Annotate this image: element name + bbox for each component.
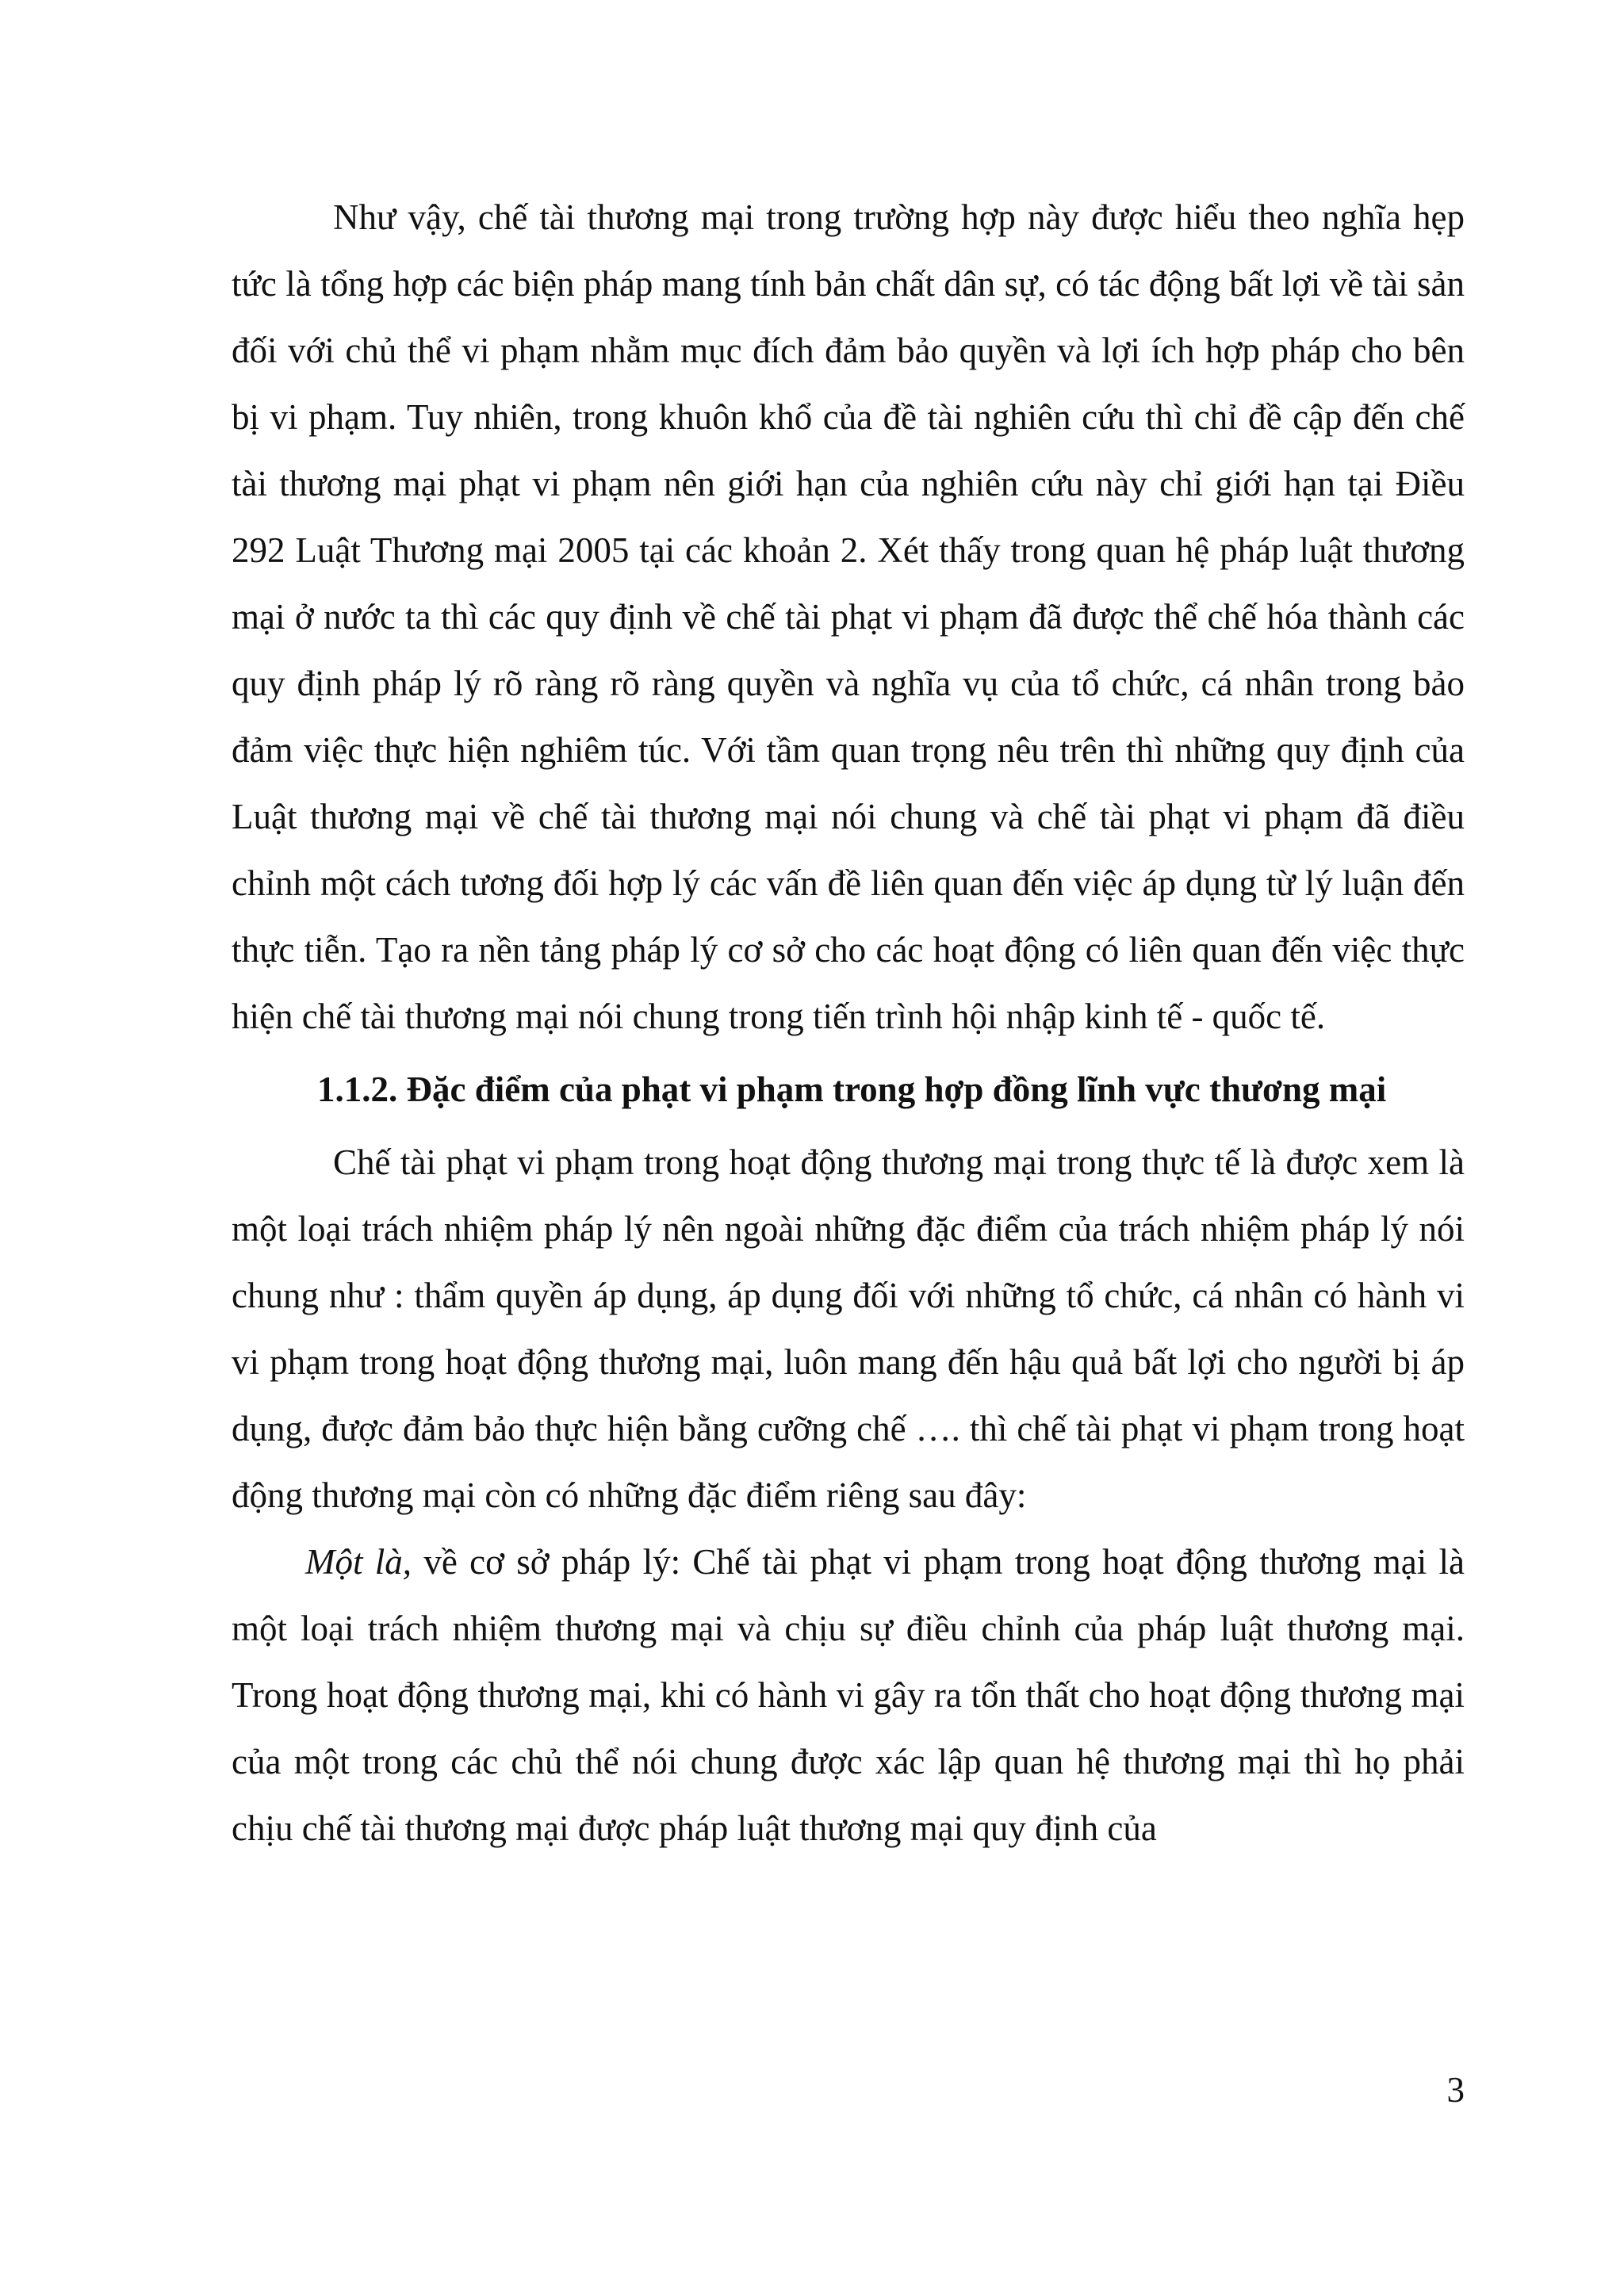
section-heading: 1.1.2. Đặc điểm của phạt vi phạm trong hợp đồng lĩnh vực thương mại <box>317 1070 1387 1109</box>
paragraph-2: Chế tài phạt vi phạm trong hoạt động thương mại trong thực tế là được xem là một loại trách nhiệm pháp lý nên ngoài những đặc điểm của trách nhiệm pháp lý nói chung như : thẩm quyền áp dụng, áp dụng đối với những tổ chức, cá nhân có hành vi vi phạm trong hoạt động thương mại, luôn mang đến hậu quả bất lợi cho người bị áp dụng, được đảm bảo thực hiện bằng cưỡng chế …. thì chế tài phạt vi phạm trong hoạt động thương mại còn có những đặc điểm riêng sau đây: <box>232 1142 1465 1515</box>
paragraph-3-lead: Một là, <box>305 1542 412 1582</box>
document-page <box>232 184 1465 1862</box>
paragraph-3-body: về cơ sở pháp lý: Chế tài phạt vi phạm trong hoạt động thương mại là một loại trách nhiệm thương mại và chịu sự điều chỉnh của pháp luật thương mại. Trong hoạt động thương mại, khi có hành vi gây ra tổn thất cho hoạt động thương mại của một trong các chủ thể nói chung được xác lập quan hệ thương mại thì họ phải chịu chế tài thương mại được pháp luật thương mại quy định của <box>232 1542 1465 1848</box>
page-number: 3 <box>1446 2070 1465 2110</box>
paragraph-1: Như vậy, chế tài thương mại trong trường hợp này được hiểu theo nghĩa hẹp tức là tổng hợp các biện pháp mang tính bản chất dân sự, có tác động bất lợi về tài sản đối với chủ thể vi phạm nhằm mục đích đảm bảo quyền và lợi ích hợp pháp cho bên bị vi phạm. Tuy nhiên, trong khuôn khổ của đề tài nghiên cứu thì chỉ đề cập đến chế tài thương mại phạt vi phạm nên giới hạn của nghiên cứu này chỉ giới hạn tại Điều 292 Luật Thương mại 2005 tại các khoản 2. Xét thấy trong quan hệ pháp luật thương mại ở nước ta thì các quy định về chế tài phạt vi phạm đã được thể chế hóa thành các quy định pháp lý rõ ràng rõ ràng quyền và nghĩa vụ của tổ chức, cá nhân trong bảo đảm việc thực hiện nghiêm túc. Với tầm quan trọng nêu trên thì những quy định của Luật thương mại về chế tài thương mại nói chung và chế tài phạt vi phạm đã điều chỉnh một cách tương đối hợp lý các vấn đề liên quan đến việc áp dụng từ lý luận đến thực tiễn. Tạo ra nền tảng pháp lý cơ sở cho các hoạt động có liên quan đến việc thực hiện chế tài thương mại nói chung trong tiến trình hội nhập kinh tế - quốc tế. <box>232 197 1465 1036</box>
paragraph-3 <box>232 1529 1465 1862</box>
